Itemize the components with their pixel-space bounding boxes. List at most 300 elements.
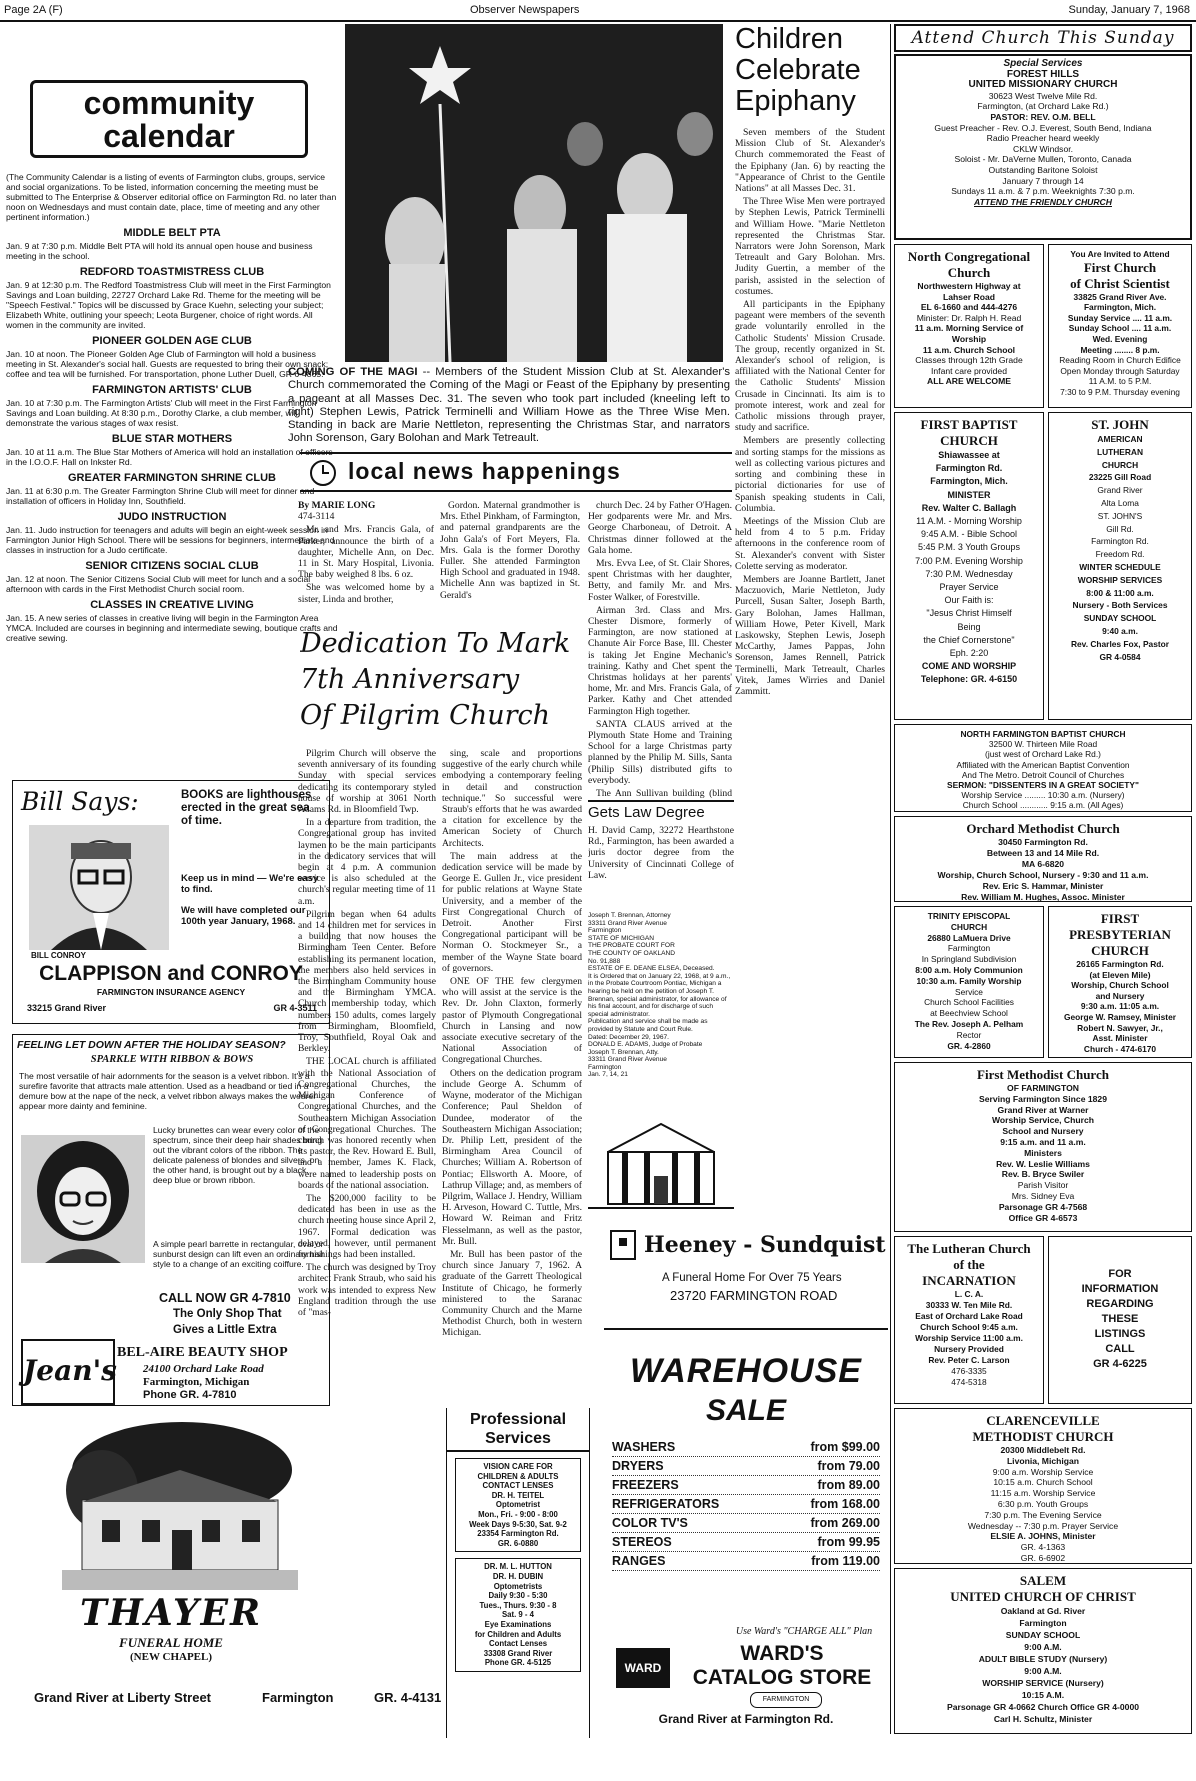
pilgrim-col-2 — [442, 748, 582, 1408]
sale-item-name: STEREOS — [612, 1535, 672, 1549]
north-farmington-baptist-line: SERMON: "DISSENTERS IN A GREAT SOCIETY" — [947, 780, 1139, 791]
thayer-name: THAYER — [80, 1592, 262, 1634]
sale-item — [612, 1438, 880, 1457]
sale-item — [612, 1533, 880, 1552]
first-methodist-line: Parsonage GR 4-7568 — [998, 1201, 1088, 1212]
lutheran-incarnation-line: 30333 W. Ten Mile Rd. — [925, 1300, 1013, 1310]
trinity-episcopal-line: Church School Facilities — [924, 997, 1014, 1008]
magi-caption — [288, 366, 730, 446]
salem-ucc-line: WORSHIP SERVICE (Nursery) — [982, 1678, 1104, 1688]
bill-conroy-photo — [29, 825, 169, 950]
first-baptist-line: Prayer Service — [939, 582, 999, 593]
north-farmington-baptist-line: Worship Service ......... 10:30 a.m. (Nursery) — [961, 790, 1125, 801]
first-methodist-line: Parish Visitor — [1017, 1180, 1069, 1191]
first-baptist-line: CHURCH — [940, 433, 998, 448]
calendar-banner — [30, 80, 308, 158]
store-address: Grand River at Farmington Rd. — [658, 1712, 834, 1726]
first-methodist-line: Rev. W. Leslie Williams — [996, 1158, 1090, 1169]
sale-item-name: WASHERS — [612, 1440, 676, 1454]
prof-ad-line: Tues., Thurs. 9:30 - 8 — [479, 1600, 557, 1610]
north-farmington-baptist-line: Affiliated with the American Baptist Convention — [956, 759, 1130, 770]
local-news-paragraph: SANTA CLAUS arrived at the Plymouth State Home and Training School for a large Christmas party planned by the Philip M. Sills, Santa (Philip Sills) distributed gifts to everybody. — [588, 718, 732, 786]
clarenceville-line: Wednesday -- 7:30 p.m. Prayer Service — [967, 1520, 1119, 1531]
north-congregational-line: EL 6-1660 and 444-4276 — [920, 302, 1018, 313]
beauty-call: CALL NOW GR 4-7810 — [159, 1291, 291, 1305]
legal-line: THE COUNTY OF OAKLAND — [588, 949, 676, 957]
lutheran-incarnation-line: of the — [953, 1257, 985, 1272]
first-methodist-line: Ministers — [1024, 1147, 1062, 1158]
forest-line-1: Guest Preacher - Rev. O.J. Everest, South Bend, Indiana — [934, 122, 1152, 133]
salem-ucc-line: SUNDAY SCHOOL — [1005, 1630, 1081, 1640]
trinity-episcopal-line: CHURCH — [950, 921, 988, 932]
clock-icon — [310, 460, 336, 486]
st-john-line: ST. JOHN — [1091, 417, 1149, 432]
north-congregational-line: Northwestern Highway at — [917, 281, 1021, 291]
local-news-paragraph: Mrs. Evva Lee, of St. Clair Shores, spent Christmas with her daughter, Betty, and family Mr. and Mrs. Foster Walker, of Forestville. — [588, 558, 732, 603]
st-john-line: 9:40 a.m. — [1102, 625, 1138, 636]
forest-addr-2: Farmington, (at Orchard Lake Rd.) — [977, 101, 1109, 112]
st-john-line: WINTER SCHEDULE — [1079, 561, 1161, 572]
teitel-ad — [455, 1458, 581, 1552]
north-farmington-baptist-church — [894, 724, 1192, 812]
first-methodist-church — [894, 1062, 1192, 1232]
trinity-episcopal-line: Farmington — [947, 943, 991, 954]
lutheran-incarnation-line: INCARNATION — [922, 1273, 1016, 1288]
heeney-sundquist-ad — [600, 1218, 888, 1326]
st-john-line: Gill Rd. — [1106, 523, 1134, 534]
orchard-methodist-line: MA 6-6820 — [1021, 859, 1065, 869]
forest-line-8: ATTEND THE FRIENDLY CHURCH — [974, 196, 1112, 207]
north-congregational-line: Infant care provided — [931, 365, 1007, 376]
calendar-item-body: Jan. 11. Judo instruction for teenagers and adults will begin an eight-week session in Farmington Junior High School. There will be sessions for beginners, intermediate and classes in instruction for a Judo certificate. — [6, 525, 335, 555]
lutheran-incarnation-line: L. C. A. — [954, 1289, 984, 1299]
local-news-col-2 — [440, 500, 580, 618]
trinity-episcopal-church — [894, 906, 1044, 1058]
pilgrim-title-2: 7th Anniversary — [300, 664, 520, 695]
first-presbyterian-line: (at Eleven Mile) — [1089, 969, 1151, 980]
pilgrim-paragraph: Pilgrim Church will observe the seventh anniversary of its founding Sunday with special services dedicating its contemporary styled house of worship at 3061 North Adams Rd. in Bloomfield Twp. — [298, 748, 436, 816]
christ-scientist-line: Farmington, Mich. — [1083, 302, 1157, 313]
legal-notice — [588, 912, 734, 1112]
trinity-episcopal-line: 8:00 a.m. Holy Communion — [915, 964, 1023, 975]
sale-item-price: from 79.00 — [817, 1459, 880, 1473]
prof-ad-line: DR. M. L. HUTTON — [484, 1562, 552, 1572]
clarenceville-line: 7:30 p.m. The Evening Service — [984, 1509, 1102, 1520]
christ-scientist-line: You Are Invited to Attend — [1070, 249, 1170, 259]
prof-ad-line: CHILDREN & ADULTS — [477, 1471, 559, 1481]
north-farmington-baptist-line: NORTH FARMINGTON BAPTIST CHURCH — [960, 729, 1126, 739]
calendar-item-heading: PIONEER GOLDEN AGE CLUB — [92, 335, 252, 347]
sale-item — [612, 1476, 880, 1495]
trinity-episcopal-line: In Springland Subdivision — [921, 954, 1017, 965]
forest-line-4: Soloist - Mr. DaVerne Mullen, Toronto, Canada — [954, 154, 1132, 165]
funeral-home-photo — [62, 1420, 298, 1590]
local-news-banner — [300, 452, 732, 492]
wards-warehouse-ad — [604, 1328, 888, 1734]
sale-item-price: from 99.95 — [817, 1535, 880, 1549]
salem-ucc-line: SALEM — [1019, 1573, 1067, 1588]
legal-line: 33311 Grand River Avenue — [588, 1056, 667, 1064]
salem-ucc-line: UNITED CHURCH OF CHRIST — [950, 1589, 1136, 1604]
store-name-1: WARD'S — [740, 1642, 824, 1665]
shop-address-2: Farmington, Michigan — [143, 1376, 250, 1388]
first-methodist-line: OF FARMINGTON — [1007, 1083, 1079, 1093]
first-presbyterian-line: Robert N. Sawyer, Jr., — [1077, 1022, 1163, 1033]
north-congregational-line: 11 a.m. Morning Service of — [914, 323, 1024, 334]
lutheran-incarnation-line: Nursery Provided — [934, 1344, 1004, 1354]
pilgrim-paragraph: Pilgrim began when 64 adults and 14 children met for services in a building that now houses the Birmingham Teen Center. Before establishing its permanent location, the members also held services in the Birmingham Community house and the Birmingham YMCA. Church membership today, which numbers 150 adults, comes largely from Birmingham, Bloomfield, Troy, Southfield, Royal Oak and Berkley. — [298, 908, 436, 1055]
header-rule — [0, 20, 1196, 22]
pilgrim-paragraph: sing, scale and proportions suggestive of the early church while embodying a contemporary feeling in detail and construction technique." So successful were Straub's efforts that he was awarded a citation for excellence by the American Society of Church Architects. — [442, 748, 582, 849]
first-methodist-line: Worship Service, Church — [991, 1115, 1095, 1126]
sale-item — [612, 1495, 880, 1514]
legal-line: 33311 Grand River Avenue — [588, 919, 667, 927]
orchard-methodist-line: Worship, Church School, Nursery - 9:30 and 11 a.m. — [937, 870, 1149, 880]
first-methodist-line: 9:15 a.m. and 11 a.m. — [1000, 1136, 1086, 1147]
first-baptist-line: the Chief Cornerstone" — [923, 634, 1015, 645]
first-baptist-line: Farmington, Mich. — [930, 476, 1008, 487]
salem-ucc-line: Carl H. Schultz, Minister — [993, 1714, 1093, 1724]
sale-item-name: REFRIGERATORS — [612, 1497, 720, 1511]
prof-ad-line: Optometrists — [493, 1581, 543, 1591]
legal-line: Joseph T. Brennan, Atty. — [588, 1048, 659, 1056]
epiphany-paragraph: All participants in the Epiphany pageant were members of the seventh grade voluntarily enrolled in the Catholic Students' Mission Crusade. The group, recently organized in St. Alexander's school of religion, is affiliated with the National Center for the Catholic Students' Mission Crusade in Cincinnati. Its aim is to promote interest, work and zeal for Catholic missions through prayer, study and sacrifice. — [735, 299, 885, 434]
pilgrim-paragraph: Others on the dedication program include George A. Schumm of Wayne, moderator of the Michigan Conference; Paul Sheldon of Dundee, moderator of the Southeastern Michigan Association; Dr. Philip Lett, president of the Birmingham Area Council of Churches; William A. Robertson of Pontiac; Ellsworth A. Moore, of Lathrup Village; and, as members of Pilgrim, Wallace J. Hendry, William H. Arveson, Howard C. Tuttle, Mrs. Howard W. Reiman and Fritz Flesselmann, as well as the pastor, Mr. Bull. — [442, 1067, 582, 1247]
first-baptist-line: Eph. 2:20 — [949, 648, 989, 659]
st-john-line: Alta Loma — [1101, 497, 1139, 508]
sale-item-name: FREEZERS — [612, 1478, 679, 1492]
first-baptist-line: "Jesus Christ Himself — [926, 608, 1012, 619]
first-presbyterian-line: Church - 474-6170 — [1083, 1043, 1157, 1054]
local-news-paragraph: Gordon. Maternal grandmother is Mrs. Ethel Pinkham, of Farmington, and paternal grandparents are the John Gala's of Fort Meyers, Fla. Mrs. Gala is the former Dorothy Fuller. She attended Farmington High School and graduated in 1948. Michelle Ann was baptized in St. Gerald's — [440, 500, 580, 601]
calendar-item-heading: MIDDLE BELT PTA — [123, 227, 221, 239]
calendar-item-body: Jan. 11 at 6:30 p.m. The Greater Farmington Shrine Club will meet for dinner and installation of officers in Holiday Inn, Southfield. — [6, 486, 315, 506]
pilgrim-paragraph: The main address at the dedication service will be made by George E. Gullen Jr., vice president for public relations at Wayne State University, and a member of the First Congregational Church of Detroit. Another First Congregational participant will be Norman O. Stockmeyer Sr., a member of the Wayne State board of governors. — [442, 850, 582, 974]
local-news-col-1 — [298, 500, 434, 618]
christ-scientist-line: First Church — [1083, 259, 1157, 275]
local-news-paragraph: Mr. and Mrs. Francis Gala, of Parker, announce the birth of a daughter, Michelle Ann, on Dec. 11 in St. Mary Hospital, Livonia. The baby weighed 8 lbs. 6 oz. — [298, 524, 434, 581]
byline: By MARIE LONG — [298, 500, 376, 511]
legal-line: No. 91,888 — [588, 957, 621, 965]
north-congregational-line: ALL ARE WELCOME — [926, 376, 1012, 387]
prof-ad-line: Eye Examinations — [484, 1619, 552, 1629]
trinity-episcopal-line: 10:30 a.m. Family Worship — [916, 975, 1022, 986]
calendar-item-body: Jan. 15. A new series of classes in creative living will begin in the Farmington Area YMCA. Included are courses in beginning and intermediate sewing, boutique crafts and creative sewing. — [6, 613, 338, 643]
prof-title: Professional Services — [447, 1408, 589, 1452]
masthead-name: Observer Newspapers — [470, 4, 580, 16]
listing-info-line: REGARDING — [1086, 1298, 1154, 1310]
shop-name: BEL-AIRE BEAUTY SHOP — [117, 1345, 288, 1360]
legal-line: Publication and service shall be made as provided by Statute and Court Rule. — [588, 1018, 708, 1033]
law-degree-article — [588, 800, 734, 910]
ad-title: Bill Says: — [21, 787, 139, 816]
legal-line: THE PROBATE COURT FOR — [588, 942, 675, 950]
lutheran-incarnation-line: East of Orchard Lake Road — [915, 1311, 1023, 1321]
pilgrim-headline — [300, 626, 590, 742]
trinity-episcopal-line: at Beechview School — [930, 1008, 1008, 1019]
epiphany-article — [735, 24, 885, 760]
forest-line-5: Outstanding Baritone Soloist — [988, 164, 1098, 175]
christ-scientist-church — [1048, 244, 1192, 408]
clarenceville-line: 11:15 a.m. Worship Service — [990, 1488, 1096, 1499]
christ-scientist-line: Sunday Service .... 11 a.m. — [1067, 312, 1173, 323]
prof-ad-line: Contact Lenses — [488, 1639, 548, 1649]
orchard-methodist-line: Rev. William M. Hughes, Assoc. Minister — [961, 892, 1125, 902]
christ-scientist-line: 11 A.M. to 5 P.M. — [1088, 376, 1152, 387]
lutheran-incarnation-line: Rev. Peter C. Larson — [928, 1355, 1010, 1365]
st-john-line: ST. JOHN'S — [1097, 510, 1143, 521]
st-john-line: AMERICAN — [1097, 434, 1143, 444]
prof-ad-line: DR. H. TEITEL — [491, 1490, 545, 1500]
prof-ad-line: Mon., Fri. - 9:00 - 8:00 — [478, 1509, 558, 1519]
lutheran-incarnation-line: Worship Service 11:00 a.m. — [915, 1333, 1023, 1343]
orchard-methodist-line: Rev. Eric S. Hammar, Minister — [982, 881, 1104, 891]
calendar-item-heading: CLASSES IN CREATIVE LIVING — [90, 599, 254, 611]
first-presbyterian-line: Asst. Minister — [1092, 1033, 1148, 1044]
magi-photo — [345, 24, 723, 362]
store-name-2: CATALOG STORE — [692, 1666, 872, 1689]
clarenceville-line: METHODIST CHURCH — [972, 1429, 1114, 1444]
prof-ad-line: Sat. 9 - 4 — [501, 1610, 535, 1620]
epiphany-title-3: Epiphany — [735, 85, 856, 117]
sale-title: SALE — [705, 1394, 786, 1427]
local-news-paragraph: The Ann Sullivan building (blind — [596, 788, 732, 800]
prof-ad-line: 23354 Farmington Rd. — [477, 1529, 559, 1539]
christ-scientist-line: Open Monday through Saturday — [1060, 365, 1180, 376]
clarenceville-line: GR. 4-1363 — [1020, 1542, 1066, 1553]
beauty-tag-2: Gives a Little Extra — [173, 1324, 277, 1336]
christ-scientist-line: 33825 Grand River Ave. — [1073, 291, 1167, 302]
prof-ad-line: VISION CARE FOR — [483, 1462, 553, 1471]
salem-ucc-line: 9:00 A.M. — [1024, 1666, 1062, 1676]
st-john-line: 23225 Gill Road — [1088, 472, 1152, 483]
listing-info-line: THESE — [1101, 1313, 1139, 1325]
farmington-badge: FARMINGTON — [750, 1692, 822, 1708]
prof-ad-line: Phone GR. 4-5125 — [484, 1658, 552, 1668]
christ-scientist-line: Sunday School .... 11 a.m. — [1068, 323, 1172, 334]
first-baptist-line: Being — [957, 621, 981, 632]
orchard-methodist-line: 30450 Farmington Rd. — [998, 837, 1088, 847]
north-congregational-line: Worship — [951, 333, 987, 344]
north-congregational-line: North Congregational — [907, 249, 1031, 264]
forest-line-2: Radio Preacher heard weekly — [986, 133, 1100, 144]
forest-name-2: UNITED MISSIONARY CHURCH — [968, 79, 1118, 91]
salem-ucc-line: Parsonage GR 4-0662 Church Office GR 4-0000 — [947, 1702, 1139, 1712]
agency-sub: FARMINGTON INSURANCE AGENCY — [96, 987, 246, 997]
lutheran-incarnation-line: Church School 9:45 a.m. — [920, 1322, 1018, 1332]
first-baptist-line: Shiawassee at — [938, 450, 1000, 460]
thayer-sub: FUNERAL HOME — [119, 1635, 223, 1650]
local-news-paragraph: church Dec. 24 by Father O'Hagen. Her godparents were Mr. and Mrs. George Charboneau, of Detroit. A Christmas dinner followed at the Gala home. — [588, 500, 732, 556]
legal-line: Joseph T. Brennan, Attorney — [588, 912, 671, 919]
pilgrim-paragraph: In a departure from tradition, the Congregational group has invited laymen to be the main participants in the dedicatory services that will begin at 4 p.m. A communion service is also scheduled at the church's regular meeting time of 11 a.m. — [298, 817, 436, 907]
first-baptist-line: 5:45 P.M. 3 Youth Groups — [918, 542, 1020, 553]
christ-scientist-line: Meeting ........ 8 p.m. — [1080, 344, 1160, 355]
sale-item — [612, 1514, 880, 1533]
woman-photo — [21, 1135, 145, 1263]
epiphany-body — [735, 127, 885, 697]
calendar-item-body: Jan. 10 at noon. The Pioneer Golden Age Club of Farmington will hold a business meeting in St. Alexander's social hall. Guests are requested to bring their own snack; coffee and tea will be furnished. For transportation, phone Luther Duell, GR 6-4865. — [6, 349, 329, 379]
beauty-headline: FEELING LET DOWN AFTER THE HOLIDAY SEASON? — [17, 1039, 286, 1051]
legal-line: DONALD E. ADAMS, Judge of Probate — [588, 1041, 703, 1049]
st-john-line: Freedom Rd. — [1095, 549, 1145, 560]
banner-text: local news happenings — [348, 458, 621, 484]
salem-ucc-line: 10:15 A.M. — [1021, 1690, 1065, 1700]
calendar-item-heading: BLUE STAR MOTHERS — [111, 433, 233, 445]
professional-services — [446, 1408, 590, 1738]
listing-info-line: CALL — [1105, 1343, 1135, 1355]
orchard-methodist-line: Orchard Methodist Church — [966, 821, 1120, 836]
listing-info-line: LISTINGS — [1094, 1328, 1146, 1340]
clarenceville-line: Livonia, Michigan — [1006, 1455, 1080, 1466]
agency-phone: GR 4-3511 — [273, 1003, 317, 1013]
agency-address: 33215 Grand River — [27, 1003, 107, 1013]
local-news-paragraph: Airman 3rd. Class and Mrs. Chester Dismore, formerly of Farmington, are now stationed at Chanute Air Force Base, Ill. Chester is taking Jet Engine Mechanic's training. Kathy and Chet spent the Christmas holidays at her parents' home, Mr. and Mrs. Francis Gala, of Parker. Kathy and Chet attended Farmington High together. — [588, 604, 732, 717]
clappison-conroy-ad — [12, 780, 330, 1024]
listing-info-box — [1048, 1236, 1192, 1404]
epiphany-title-2: Celebrate — [735, 54, 861, 86]
trinity-episcopal-line: TRINITY EPISCOPAL — [927, 911, 1011, 921]
photo-caption: BILL CONROY — [31, 951, 86, 960]
first-baptist-line: COME AND WORSHIP — [921, 661, 1017, 672]
funeral-name: Heeney - Sundquist — [644, 1232, 886, 1258]
epiphany-title-1: Children — [735, 24, 843, 55]
first-presbyterian-church — [1048, 906, 1192, 1058]
pilgrim-paragraph: The $200,000 facility to be dedicated has been in use as the church meeting house since April 2, 1967. Formal dedication was delayed, however, until permanent furnishings had been installed. — [298, 1192, 436, 1260]
first-methodist-line: Office GR 4-6573 — [1008, 1212, 1078, 1223]
pilgrim-col-1 — [298, 748, 436, 1408]
christ-scientist-line: of Christ Scientist — [1070, 275, 1170, 291]
first-baptist-line: 7:30 P.M. Wednesday — [925, 568, 1013, 579]
sale-item-price: from $99.00 — [810, 1440, 880, 1454]
listing-info-line: FOR — [1108, 1268, 1132, 1280]
north-congregational-church — [894, 244, 1044, 408]
st-john-line: Grand River — [1097, 485, 1143, 496]
clarenceville-line: 6:30 p.m. Youth Groups — [997, 1498, 1089, 1509]
calendar-item-heading: REDFORD TOASTMISTRESS CLUB — [79, 266, 265, 278]
listing-info-line: GR 4-6225 — [1093, 1358, 1147, 1370]
thayer-chapel: (NEW CHAPEL) — [130, 1651, 212, 1663]
north-congregational-line: 11 a.m. Church School — [922, 344, 1016, 355]
thayer-phone: GR. 4-4131 — [374, 1690, 442, 1705]
salem-ucc-line: 9:00 A.M. — [1024, 1642, 1062, 1652]
beauty-tag-1: The Only Shop That — [173, 1308, 282, 1320]
sale-item — [612, 1552, 880, 1571]
legal-line: It is Ordered that on January 22, 1968, at 9 a.m., in the Probate Courtroom Pontiac, Michigan a hearing be held on the petition of Joseph T. Brennan, special administrator, for allowance of his final account, and for discharge of such special administrator. — [588, 972, 731, 1018]
ad-century-text: We will have completed our 100th year January, 1968. — [181, 905, 306, 927]
first-baptist-line: 11 A.M. - Morning Worship — [916, 516, 1022, 527]
salem-ucc-line: Farmington — [1019, 1618, 1067, 1628]
directory-title: Attend Church This Sunday — [911, 28, 1175, 48]
st-john-line: CHURCH — [1101, 459, 1139, 470]
first-methodist-line: First Methodist Church — [977, 1067, 1109, 1082]
forest-hills-church — [894, 54, 1192, 240]
calendar-item-body: Jan. 10 at 7:30 p.m. The Farmington Artists' Club will meet in the First Farmington Savings and Loan building. At 8:30 p.m., Dorothy Clarke, a club member, will demonstrate the various stages of wax resist. — [6, 398, 317, 428]
first-presbyterian-line: FIRST — [1100, 911, 1140, 926]
agency-name: CLAPPISON and CONROY — [39, 962, 303, 985]
calendar-item-heading: SENIOR CITIZENS SOCIAL CLUB — [85, 560, 259, 572]
thayer-town: Farmington — [262, 1690, 334, 1705]
beauty-text-1: The most versatile of hair adornments for the season is a velvet ribbon. It's a surefire favorite that attracts male attention. Used as a headband or tied in a demure bow at the nape of the neck, a velvet ribbon always makes the wearer appear more dainty and feminine. — [19, 1071, 317, 1111]
st-john-line: 8:00 & 11:00 a.m. — [1086, 587, 1154, 598]
thayer-address: Grand River at Liberty Street — [34, 1690, 211, 1705]
calendar-title-line2: calendar — [103, 118, 235, 154]
sale-item-list — [612, 1438, 880, 1571]
prof-ad-line: DR. H. DUBIN — [492, 1571, 544, 1581]
local-news-col-3 — [588, 500, 732, 800]
salem-ucc-line: ADULT BIBLE STUDY (Nursery) — [978, 1654, 1108, 1664]
lutheran-incarnation-line: The Lutheran Church — [907, 1241, 1031, 1256]
pilgrim-paragraph: Mr. Bull has been pastor of the church since January 7, 1962. A graduate of the Garrett Theological Institute of Chicago, he formerly ministered to the Saranac Community Church and the Marne Methodist Church, both in western Michigan. — [442, 1248, 582, 1339]
prof-ad-line: for Children and Adults — [474, 1629, 562, 1639]
pilgrim-title-3: Of Pilgrim Church — [300, 700, 551, 731]
local-news-paragraph: She was welcomed home by a sister, Linda and brother, — [298, 582, 434, 605]
sale-item-name: RANGES — [612, 1554, 666, 1568]
trinity-episcopal-line: 26880 LaMuera Drive — [927, 932, 1011, 943]
first-methodist-line: Rev. B. Bryce Swiler — [1001, 1169, 1085, 1180]
north-congregational-line: Church — [947, 265, 991, 280]
clarenceville-line: CLARENCEVILLE — [986, 1413, 1100, 1428]
pilgrim-paragraph: THE LOCAL church is affiliated with the National Association of Congregational Churches, the Michigan Conference of Congregational Churches, and the Southeastern Michigan Association of Congregational Churches. The church was honored recently when its pastor, the Rev. Howard E. Bull, and a member, James K. Flack, were named to leadership posts on boards of the national association. — [298, 1056, 436, 1191]
first-presbyterian-line: CHURCH — [1091, 943, 1149, 958]
sale-item-name: DRYERS — [612, 1459, 664, 1473]
first-methodist-line: School and Nursery — [1002, 1126, 1084, 1137]
clarenceville-methodist-church — [894, 1408, 1192, 1564]
north-congregational-line: Lahser Road — [942, 291, 996, 302]
north-farmington-baptist-line: Church School ............ 9:15 a.m. (All Ages) — [962, 800, 1124, 811]
christ-scientist-line: 7:30 to 9 P.M. Thursday evening — [1060, 386, 1180, 397]
calendar-item-heading: GREATER FARMINGTON SHRINE CLUB — [68, 472, 276, 484]
first-baptist-line: FIRST BAPTIST — [920, 417, 1018, 432]
lutheran-incarnation-church — [894, 1236, 1044, 1404]
first-presbyterian-line: 26165 Farmington Rd. — [1076, 959, 1164, 969]
clarenceville-line: 20300 Middlebelt Rd. — [1000, 1445, 1086, 1455]
north-farmington-baptist-line: 32500 W. Thirteen Mile Road — [988, 739, 1098, 750]
st-john-line: WORSHIP SERVICES — [1077, 574, 1163, 585]
warehouse-title: WAREHOUSE — [630, 1352, 862, 1390]
lutheran-incarnation-line: 474-5318 — [951, 1377, 987, 1387]
first-presbyterian-line: and Nursery — [1095, 990, 1145, 1001]
calendar-title-line1: community — [83, 85, 255, 121]
beauty-text-2: Lucky brunettes can wear every color of the spectrum, since their deep hair shades bring out the vibrant colors of the ribbon. The delicate paleness of blondes and silvers, on the other hand, is brought out by a black, deep blue or brown ribbon. — [153, 1125, 323, 1185]
st-john-lutheran-church — [1048, 412, 1192, 720]
trinity-episcopal-line: The Rev. Joseph A. Pelham — [914, 1018, 1024, 1029]
sale-item-price: from 269.00 — [810, 1516, 880, 1530]
ad-find-text: Keep us in mind — We're easy to find. — [181, 873, 319, 895]
legal-line: Jan. 7, 14, 21 — [588, 1071, 628, 1079]
north-farmington-baptist-line: And The Metro. Detroit Council of Churches — [961, 769, 1125, 780]
wards-logo: WARD — [616, 1648, 670, 1688]
st-john-line: Rev. Charles Fox, Pastor — [1070, 638, 1170, 649]
christ-scientist-line: Reading Room in Church Edifice — [1059, 355, 1181, 366]
church-drawing — [588, 1112, 734, 1212]
legal-line: Dated: December 29, 1967. — [588, 1033, 670, 1041]
prof-ad-line: Optometrist — [495, 1500, 541, 1510]
thayer-funeral-ad — [12, 1414, 330, 1684]
legal-line: Farmington — [588, 1063, 622, 1071]
st-john-line: Nursery - Both Services — [1072, 600, 1168, 611]
north-congregational-line: Classes through 12th Grade — [915, 355, 1023, 366]
north-congregational-line: Minister: Dr. Ralph H. Read — [916, 312, 1022, 323]
prof-ad-line: GR. 6-0880 — [497, 1538, 539, 1548]
sale-item-price: from 119.00 — [811, 1554, 880, 1568]
prof-ad-line: Daily 9:30 - 5:30 — [488, 1591, 548, 1601]
pilgrim-title-1: Dedication To Mark — [300, 628, 571, 659]
first-presbyterian-line: Worship, Church School — [1071, 980, 1169, 991]
epiphany-paragraph: Meetings of the Mission Club are held from 4 to 5 p.m. Friday afternoons in the conference room of St. Alexander's convent with Sister Colette serving as moderator. — [735, 515, 885, 572]
clarenceville-line: GR. 6-6902 — [1020, 1552, 1066, 1563]
legal-line: STATE OF MICHIGAN — [588, 934, 655, 942]
